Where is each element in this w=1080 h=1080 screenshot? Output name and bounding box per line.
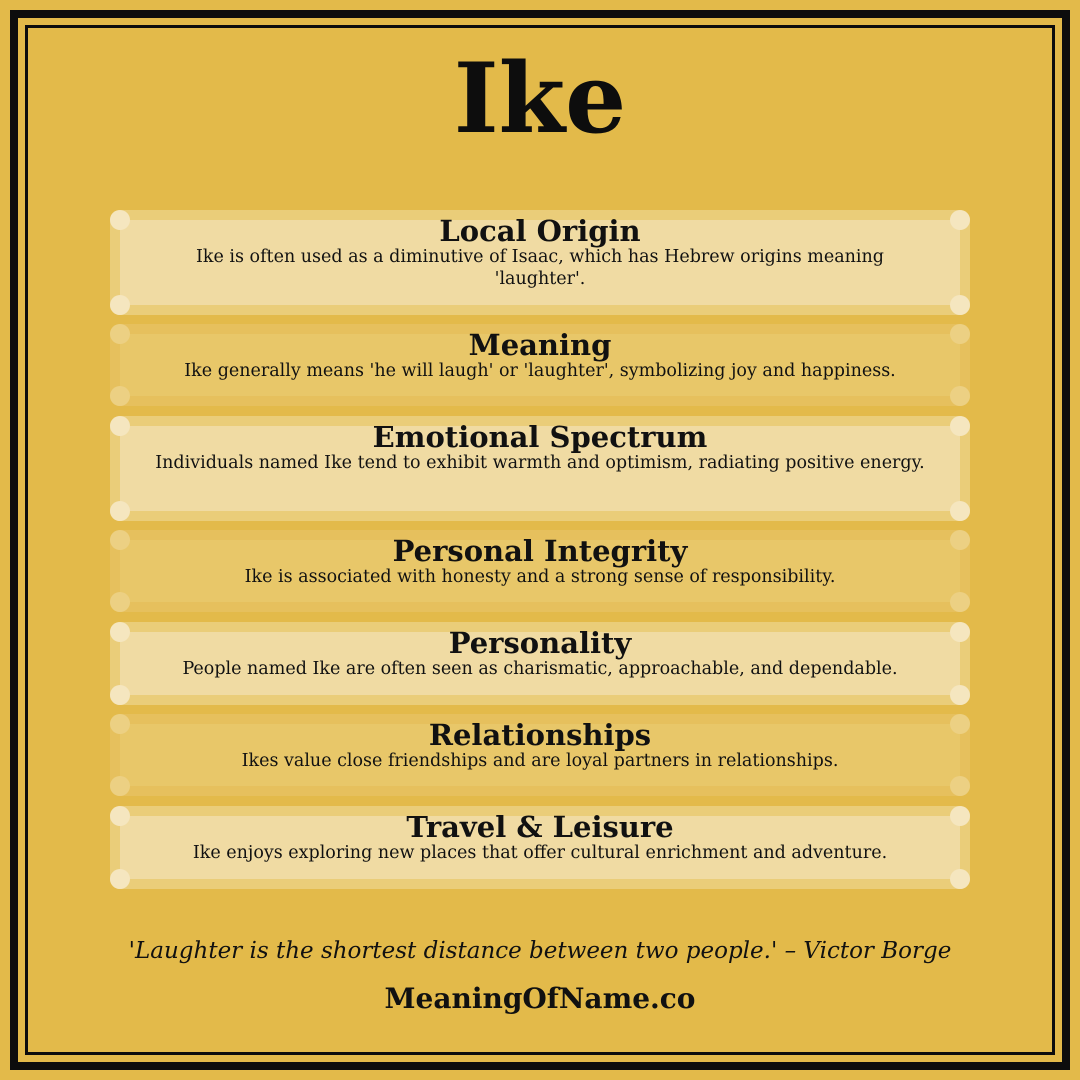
corner-dot bbox=[110, 685, 130, 705]
corner-dot bbox=[950, 530, 970, 550]
corner-dot bbox=[110, 776, 130, 796]
section-title: Personality bbox=[448, 626, 632, 660]
section-title: Relationships bbox=[428, 718, 652, 752]
section-text: Ike is often used as a diminutive of Isaac, which has Hebrew origins meaning 'laughter'. bbox=[195, 247, 885, 289]
section-card-personality bbox=[110, 622, 970, 705]
section-title: Travel & Leisure bbox=[406, 810, 674, 844]
section-title: Local Origin bbox=[439, 214, 641, 248]
corner-dot bbox=[950, 592, 970, 612]
section-card-travel-leisure bbox=[110, 806, 970, 889]
corner-dot bbox=[110, 501, 130, 521]
corner-dot bbox=[950, 501, 970, 521]
corner-dot bbox=[950, 324, 970, 344]
corner-dot bbox=[110, 210, 130, 230]
corner-dot bbox=[950, 714, 970, 734]
section-text: Ike generally means 'he will laugh' or 'laughter', symbolizing joy and happiness. bbox=[184, 361, 896, 381]
corner-dot bbox=[110, 592, 130, 612]
corner-dot bbox=[110, 530, 130, 550]
corner-dot bbox=[950, 776, 970, 796]
corner-dot bbox=[110, 386, 130, 406]
corner-dot bbox=[950, 295, 970, 315]
section-title: Emotional Spectrum bbox=[372, 420, 708, 454]
corner-dot bbox=[950, 806, 970, 826]
website-label: MeaningOfName.co bbox=[384, 982, 696, 1015]
corner-dot bbox=[950, 869, 970, 889]
section-text: Individuals named Ike tend to exhibit warmth and optimism, radiating positive energy. bbox=[155, 453, 925, 473]
corner-dot bbox=[950, 416, 970, 436]
section-text: Ike enjoys exploring new places that offer cultural enrichment and adventure. bbox=[192, 843, 888, 863]
section-card-emotional-spectrum bbox=[110, 416, 970, 521]
corner-dot bbox=[110, 416, 130, 436]
corner-dot bbox=[950, 622, 970, 642]
section-title: Personal Integrity bbox=[392, 534, 688, 568]
section-card-local-origin bbox=[110, 210, 970, 315]
corner-dot bbox=[110, 869, 130, 889]
quote: 'Laughter is the shortest distance between two people.' – Victor Borge bbox=[128, 938, 952, 964]
corner-dot bbox=[950, 685, 970, 705]
corner-dot bbox=[110, 622, 130, 642]
name-title: Ike bbox=[453, 42, 627, 155]
section-card-meaning bbox=[110, 324, 970, 406]
corner-dot bbox=[950, 386, 970, 406]
section-text: Ike is associated with honesty and a strong sense of responsibility. bbox=[244, 567, 836, 587]
section-text: People named Ike are often seen as charismatic, approachable, and dependable. bbox=[182, 659, 898, 679]
corner-dot bbox=[950, 210, 970, 230]
corner-dot bbox=[110, 714, 130, 734]
section-title: Meaning bbox=[468, 328, 612, 362]
corner-dot bbox=[110, 806, 130, 826]
corner-dot bbox=[110, 324, 130, 344]
section-text: Ikes value close friendships and are loyal partners in relationships. bbox=[241, 751, 839, 771]
section-card-personal-integrity bbox=[110, 530, 970, 612]
section-card-relationships bbox=[110, 714, 970, 796]
corner-dot bbox=[110, 295, 130, 315]
